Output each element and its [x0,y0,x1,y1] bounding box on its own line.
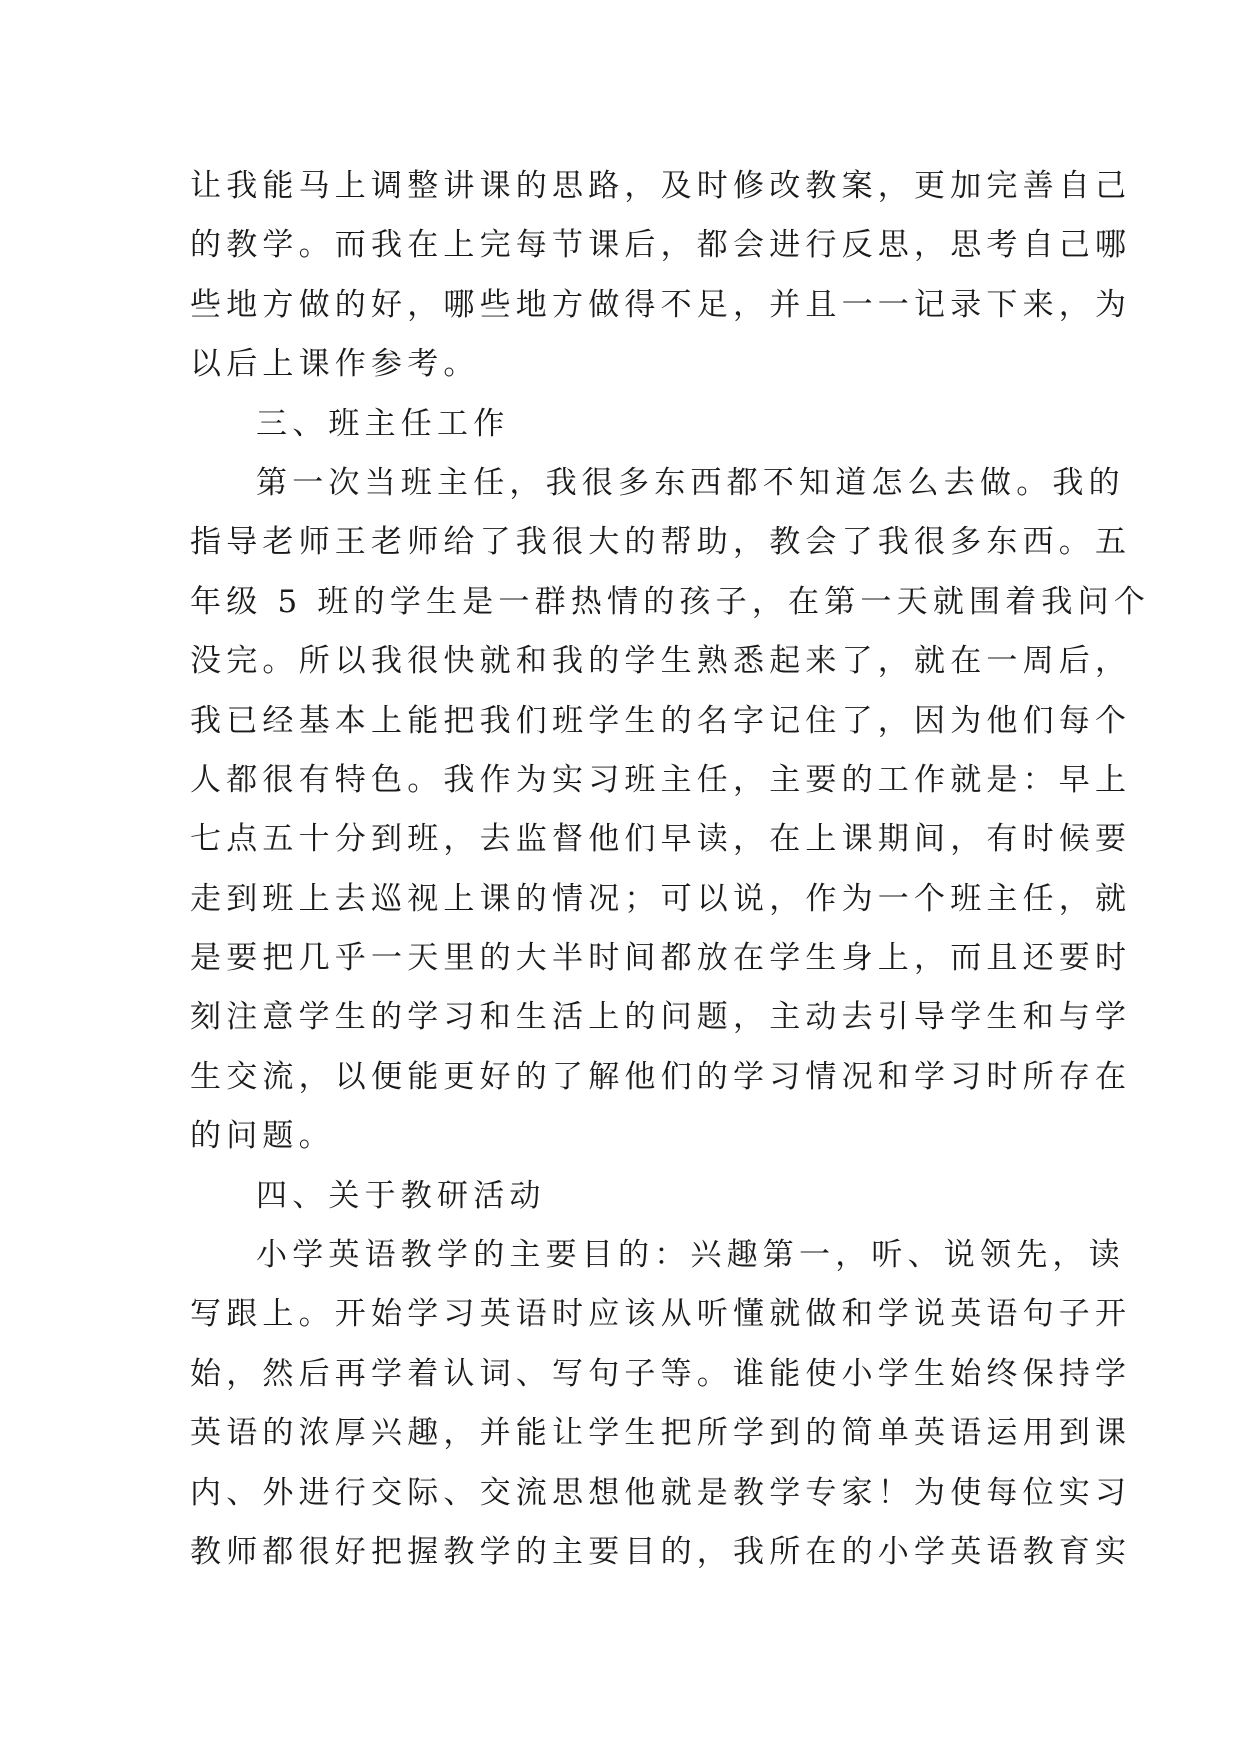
text-line: 指导老师王老师给了我很大的帮助，教会了我很多东西。五 [190,524,1132,561]
text-line: 走到班上去巡视上课的情况；可以说，作为一个班主任，就 [190,880,1132,917]
document-body [190,157,1151,1582]
text-line: 没完。所以我很快就和我的学生熟悉起来了，就在一周后， [190,643,1132,680]
text-line: 英语的浓厚兴趣，并能让学生把所学到的简单英语运用到课 [190,1415,1132,1452]
text-line: 让我能马上调整讲课的思路，及时修改教案，更加完善自己 [190,168,1132,204]
paragraph-class-teacher [190,454,1151,1167]
text-line: 七点五十分到班，去监督他们早读，在上课期间，有时候要 [190,821,1132,858]
text-line: 内、外进行交际、交流思想他就是教学专家！为使每位实习 [190,1474,1132,1511]
text-line: 人都很有特色。我作为实习班主任，主要的工作就是：早上 [190,761,1132,798]
section-heading-teaching-research [190,1167,1060,1226]
text-line: 是要把几乎一天里的大半时间都放在学生身上，而且还要时 [190,940,1132,977]
text-line: 的教学。而我在上完每节课后，都会进行反思，思考自己哪 [190,227,1132,264]
paragraph-teaching-research [190,1226,1132,1582]
text-line: 小学英语教学的主要目的：兴趣第一，听、说领先，读 [256,1237,1125,1274]
section-heading-text: 四、关于教研活动 [256,1177,546,1214]
text-line: 生交流，以便能更好的了解他们的学习情况和学习时所存在 [190,1058,1132,1095]
section-heading-class-teacher [190,395,1060,454]
text-line: 教师都很好把握教学的主要目的，我所在的小学英语教育实 [190,1533,1132,1570]
text-line: 年级 5 班的学生是一群热情的孩子，在第一天就围着我问个 [190,583,1151,620]
text-line: 写跟上。开始学习英语时应该从听懂就做和学说英语句子开 [190,1296,1132,1333]
text-line: 的问题。 [190,1118,335,1155]
text-line: 始，然后再学着认词、写句子等。谁能使小学生始终保持学 [190,1355,1132,1392]
text-line: 些地方做的好，哪些地方做得不足，并且一一记录下来，为 [190,286,1132,323]
text-line: 刻注意学生的学习和生活上的问题，主动去引导学生和与学 [190,999,1132,1036]
text-line: 第一次当班主任，我很多东西都不知道怎么去做。我的 [256,464,1125,501]
section-heading-text: 三、班主任工作 [256,405,510,442]
text-line: 以后上课作参考。 [190,346,480,383]
text-line: 我已经基本上能把我们班学生的名字记住了，因为他们每个 [190,702,1132,739]
paragraph-continued [190,157,1132,395]
